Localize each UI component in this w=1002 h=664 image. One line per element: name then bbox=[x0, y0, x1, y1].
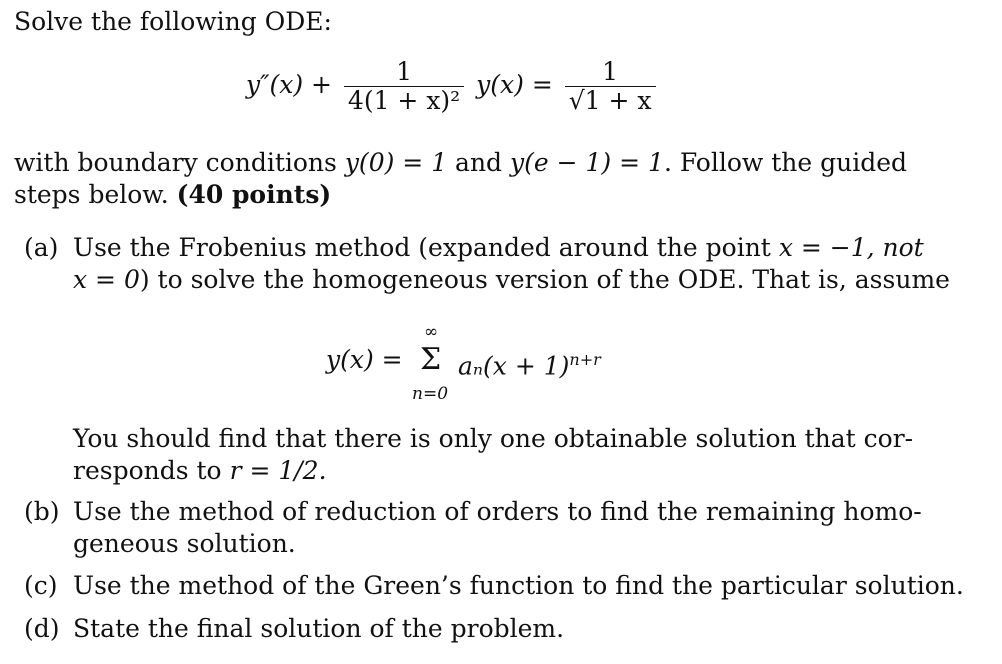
part-a-note-text: responds to bbox=[73, 456, 230, 485]
part-a-not-point: x = 0 bbox=[73, 265, 140, 294]
intro-text: Solve the following ODE: bbox=[14, 7, 332, 36]
sum-upper-limit: ∞ bbox=[424, 322, 439, 342]
coefficient-numerator: 1 bbox=[344, 58, 464, 87]
forcing-numerator: 1 bbox=[565, 58, 656, 87]
part-a-r-value: r = 1/2. bbox=[229, 456, 327, 485]
ode-equation bbox=[246, 58, 660, 115]
boundary-conditions-line1 bbox=[14, 147, 907, 179]
part-c-label: (c) bbox=[24, 571, 58, 600]
boundary-text-a: with boundary conditions bbox=[14, 148, 345, 177]
part-a-line1-text: Use the Frobenius method (expanded around the point bbox=[73, 233, 779, 262]
part-a-line2 bbox=[73, 264, 950, 296]
boundary-condition-1: y(0) = 1 bbox=[344, 148, 448, 177]
series-lhs: y(x) = bbox=[326, 345, 403, 374]
boundary-condition-2: y(e − 1) = 1 bbox=[510, 148, 664, 177]
boundary-conditions-line2 bbox=[14, 179, 331, 211]
series-term-base: aₙ(x + 1) bbox=[458, 351, 570, 381]
part-d-label: (d) bbox=[24, 614, 60, 643]
part-a-line1 bbox=[73, 232, 924, 264]
points-label: (40 points) bbox=[176, 180, 332, 209]
part-a-label: (a) bbox=[24, 233, 59, 262]
part-b-line2: geneous solution. bbox=[73, 529, 296, 558]
coefficient-denominator: 4(1 + x)² bbox=[347, 86, 461, 115]
sum-lower-limit: n=0 bbox=[412, 384, 449, 404]
forcing-denominator: √1 + x bbox=[568, 86, 652, 115]
part-d-line1: State the final solution of the problem. bbox=[73, 614, 565, 643]
steps-text: steps below. bbox=[14, 180, 177, 209]
equation-lhs-end: y(x) = bbox=[476, 70, 553, 99]
equation-lhs-start: y″(x) + bbox=[246, 70, 332, 99]
part-a-point: x = −1, not bbox=[778, 233, 924, 262]
coefficient-fraction bbox=[344, 58, 464, 115]
series-exponent: n+r bbox=[569, 350, 601, 369]
part-b-line1: Use the method of reduction of orders to find the remaining homo- bbox=[73, 497, 922, 526]
part-a-note-line2 bbox=[73, 455, 327, 487]
part-c-line1: Use the method of the Green’s function to find the particular solution. bbox=[73, 571, 964, 600]
part-b-label: (b) bbox=[24, 497, 60, 526]
part-a-note-line1: You should find that there is only one obtainable solution that cor- bbox=[73, 424, 914, 453]
boundary-text-c: and bbox=[447, 148, 511, 177]
sum-symbol: Σ bbox=[420, 342, 442, 377]
boundary-text-e: . Follow the guided bbox=[663, 148, 908, 177]
forcing-fraction bbox=[565, 58, 656, 115]
series-term bbox=[458, 344, 601, 382]
part-a-line2-text: ) to solve the homogeneous version of the ODE. That is, assume bbox=[139, 265, 950, 294]
